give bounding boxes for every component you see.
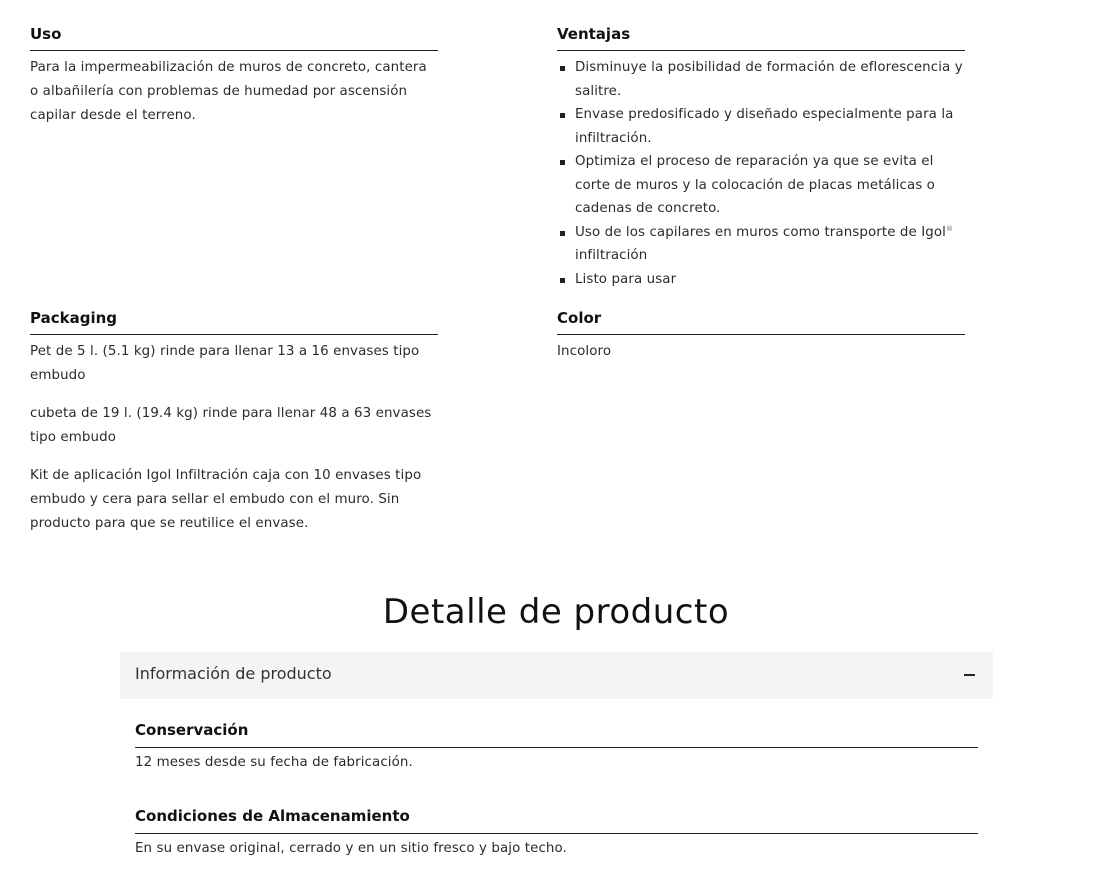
packaging-heading: Packaging <box>30 309 438 335</box>
ventajas-heading: Ventajas <box>557 25 965 51</box>
conservacion-heading: Conservación <box>135 721 978 748</box>
color-section <box>557 309 965 364</box>
detalle-title: Detalle de producto <box>382 592 730 632</box>
color-heading: Color <box>557 309 965 335</box>
list-item: Disminuye la posibilidad de formación de eflorescencia y salitre. <box>557 56 965 103</box>
accordion-label: Información de producto <box>135 664 332 683</box>
info-producto-accordion[interactable] <box>120 652 993 699</box>
list-item-text: infiltración <box>575 248 648 263</box>
packaging-section <box>30 309 438 536</box>
packaging-paragraph: cubeta de 19 l. (19.4 kg) rinde para llenar 48 a 63 envases tipo embudo <box>30 406 432 445</box>
uso-section <box>30 25 438 128</box>
packaging-paragraph: Kit de aplicación Igol Infiltración caja con 10 envases tipo embudo y cera para sellar el embudo con el muro. Sin producto para que se reutilice el envase. <box>30 468 422 531</box>
list-item-text: Uso de los capilares en muros como transporte de Igol <box>575 224 946 240</box>
ventajas-list <box>557 56 965 291</box>
list-item: Listo para usar <box>557 268 965 292</box>
registered-mark: ® <box>946 224 954 233</box>
almacenamiento-heading: Condiciones de Almacenamiento <box>135 807 978 834</box>
list-item: Envase predosificado y diseñado especialmente para la infiltración. <box>557 103 965 150</box>
uso-text: Para la impermeabilización de muros de concreto, cantera o albañilería con problemas de humedad por ascensión capilar desde el terreno. <box>30 60 427 123</box>
conservacion-text: 12 meses desde su fecha de fabricación. <box>135 755 413 770</box>
minus-icon[interactable] <box>964 674 975 676</box>
conservacion-section <box>135 721 978 773</box>
list-item <box>557 221 965 268</box>
almacenamiento-section <box>135 807 978 859</box>
ventajas-section <box>557 25 965 291</box>
list-item: Optimiza el proceso de reparación ya que se evita el corte de muros y la colocación de placas metálicas o cadenas de concreto. <box>557 150 965 221</box>
uso-heading: Uso <box>30 25 438 51</box>
packaging-paragraph: Pet de 5 l. (5.1 kg) rinde para llenar 13 a 16 envases tipo embudo <box>30 344 420 383</box>
color-text: Incoloro <box>557 344 612 359</box>
almacenamiento-text: En su envase original, cerrado y en un sitio fresco y bajo techo. <box>135 841 567 856</box>
